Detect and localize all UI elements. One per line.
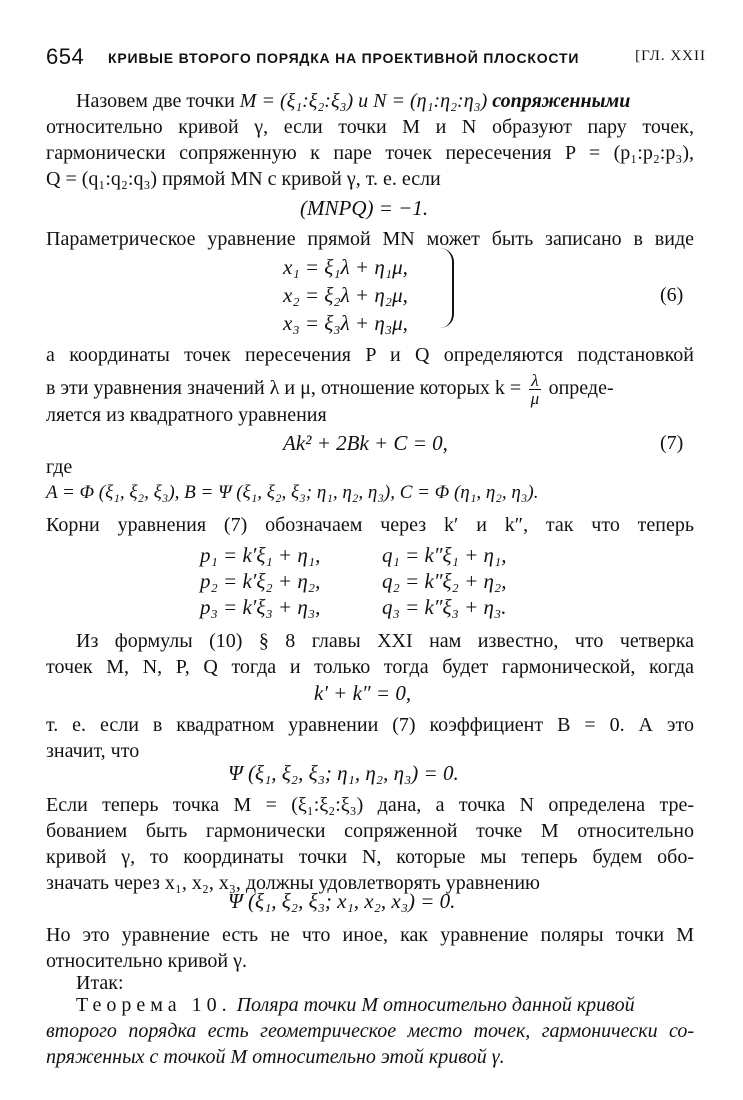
text-run: Назовем две точки	[76, 90, 240, 112]
coefficients-definition: A = Φ (ξ₁, ξ₂, ξ₃), B = Ψ (ξ₁, ξ₂, ξ₃; η₁, η₂, η₃), C = Φ (η₁, η₂, η₃).	[46, 482, 539, 503]
text-run: в эти уравнения значений λ и μ, отношение которых k =	[46, 377, 522, 400]
q3-formula: q₃ = k″ξ₃ + η₃.	[382, 595, 507, 619]
para3-line4: значит, что	[46, 740, 140, 762]
para2-line2: а координаты точек пересечения P и Q определяются подстановкой	[46, 344, 694, 366]
quadratic-equation: Ak² + 2Bk + C = 0,	[283, 431, 448, 455]
equation-number-7: (7)	[660, 432, 684, 454]
theorem-line3: пряженных с точкой M относительно этой кривой γ.	[46, 1046, 505, 1068]
para1-line3: гармонически сопряженную к паре точек пересечения P = (p₁:p₂:p₃),	[46, 142, 694, 164]
para2-line5: Корни уравнения (7) обозначаем через k′ и k″, так что теперь	[46, 514, 694, 536]
para5-line1: Но это уравнение есть не что иное, как уравнение поляры точки M	[46, 924, 694, 946]
q2-formula: q₂ = k″ξ₂ + η₂,	[382, 569, 507, 593]
psi-equation: Ψ (ξ₁, ξ₂, ξ₃; η₁, η₂, η₃) = 0.	[228, 761, 459, 785]
p2-formula: p₂ = k′ξ₂ + η₂,	[200, 569, 321, 593]
p1-formula: p₁ = k′ξ₁ + η₁,	[200, 543, 321, 567]
para1-line2: относительно кривой γ, если точки M и N образуют пару точек,	[46, 116, 694, 138]
polar-equation: Ψ (ξ₁, ξ₂, ξ₃; x₁, x₂, x₃) = 0.	[228, 889, 456, 913]
page-number: 654	[46, 44, 85, 69]
theorem-label: Теорема 10.	[76, 994, 232, 1016]
para4-line3: кривой γ, то координаты точки N, которые мы теперь будем обо-	[46, 846, 694, 868]
equation-6-line1: x₁ = ξ₁λ + η₁μ,	[283, 255, 408, 279]
fraction-denominator: μ	[530, 389, 540, 408]
theorem-line1	[46, 992, 694, 1018]
q1-formula: q₁ = k″ξ₁ + η₁,	[382, 543, 507, 567]
para3-line3: т. е. если в квадратном уравнении (7) коэффициент B = 0. А это	[46, 714, 694, 736]
running-header	[46, 44, 706, 74]
para5-line2: относительно кривой γ.	[46, 950, 247, 972]
para3-line1: Из формулы (10) § 8 главы XXI нам известно, что четверка	[76, 630, 694, 652]
para5-line3: Итак:	[76, 972, 124, 994]
para1-line4: Q = (q₁:q₂:q₃) прямой MN с кривой γ, т. е. если	[46, 168, 441, 190]
para2-line4: ляется из квадратного уравнения	[46, 404, 327, 426]
italic-term: сопряженными	[492, 90, 631, 112]
fraction-numerator: λ	[531, 371, 539, 390]
running-title: КРИВЫЕ ВТОРОГО ПОРЯДКА НА ПРОЕКТИВНОЙ ПЛОСКОСТИ	[108, 50, 580, 66]
theorem-line2: второго порядка есть геометрическое место точек, гармонически со-	[46, 1020, 694, 1042]
equation-number-6: (6)	[660, 284, 684, 306]
chapter-label: [ГЛ. XXII	[635, 48, 706, 64]
p3-formula: p₃ = k′ξ₃ + η₃,	[200, 595, 321, 619]
where-label: где	[46, 456, 73, 478]
theorem-text: Поляра точки M относительно данной кривой	[236, 994, 635, 1016]
para3-line2: точек M, N, P, Q тогда и только тогда будет гармонической, когда	[46, 656, 694, 678]
equation-6-line3: x₃ = ξ₃λ + η₃μ,	[283, 311, 408, 335]
equation-brace	[438, 248, 454, 328]
equation-6-line2: x₂ = ξ₂λ + η₂μ,	[283, 283, 408, 307]
para4-line2: бованием быть гармонически сопряженной точке M относительно	[46, 820, 694, 842]
para2-line1: Параметрическое уравнение прямой MN может быть записано в виде	[46, 228, 694, 250]
text-run: опреде-	[548, 377, 614, 400]
math-run: M = (ξ₁:ξ₂:ξ₃) и N = (η₁:η₂:η₃)	[239, 90, 493, 112]
para1-line1	[46, 88, 694, 114]
cross-ratio-equation: (MNPQ) = −1.	[300, 196, 429, 220]
para4-line1: Если теперь точка M = (ξ₁:ξ₂:ξ₃) дана, а точка N определена тре-	[46, 794, 694, 816]
para4-line4: значать через x₁, x₂, x₃, должны удовлетворять уравнению	[46, 872, 540, 894]
harmonic-condition: k′ + k″ = 0,	[314, 681, 412, 705]
